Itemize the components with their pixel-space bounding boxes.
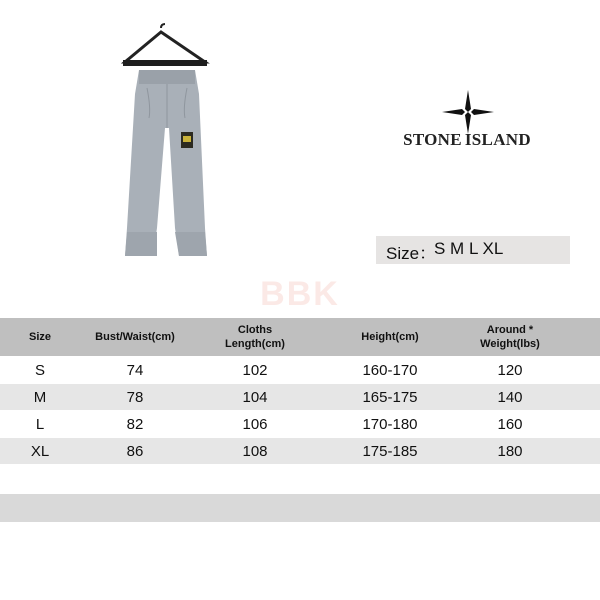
table-row [0,357,600,383]
watermark: BBK [260,275,340,313]
brand-logo [392,90,542,160]
table-row [0,411,600,437]
cell-weight: 120 [497,361,523,379]
cell-bust-waist: 74 [126,361,144,379]
cell-weight: 160 [497,415,523,433]
cell-cloths-length: 104 [242,388,268,406]
compass-badge-icon [181,132,193,148]
cell-size: S [34,361,45,379]
table-row [0,438,600,464]
brand-name-left: STONE [403,130,462,149]
cell-size: M [33,388,47,406]
size-table-header [0,318,600,356]
cell-size: XL [30,442,50,460]
cell-bust-waist: 78 [126,388,144,406]
cell-height: 160-170 [362,361,418,379]
cell-bust-waist: 86 [126,442,144,460]
size-options: S M L XL [434,239,504,258]
header-height: Height(cm) [361,331,419,343]
header-size: Size [28,331,51,343]
brand-wordmark [392,130,542,150]
trousers-graphic [125,70,207,256]
table-row [0,384,600,410]
product-image [95,18,235,270]
cell-weight: 180 [497,442,523,460]
cell-cloths-length: 108 [242,442,268,460]
cell-cloths-length: 106 [242,415,268,433]
header-cloths-length: Cloths Length(cm) [225,324,285,350]
cell-size: L [35,415,45,433]
size-label: Size： [386,244,437,263]
brand-name-right: ISLAND [464,130,531,149]
header-bust-waist: Bust/Waist(cm) [95,331,175,343]
cell-height: 170-180 [362,415,418,433]
header-weight: Around * Weight(lbs) [480,324,540,350]
cell-height: 165-175 [362,388,418,406]
size-options-bar [376,236,570,264]
cell-bust-waist: 82 [126,415,144,433]
cell-cloths-length: 102 [242,361,268,379]
footer-band [0,494,600,522]
hanger-icon [123,24,207,66]
cell-weight: 140 [497,388,523,406]
cell-height: 175-185 [362,442,418,460]
